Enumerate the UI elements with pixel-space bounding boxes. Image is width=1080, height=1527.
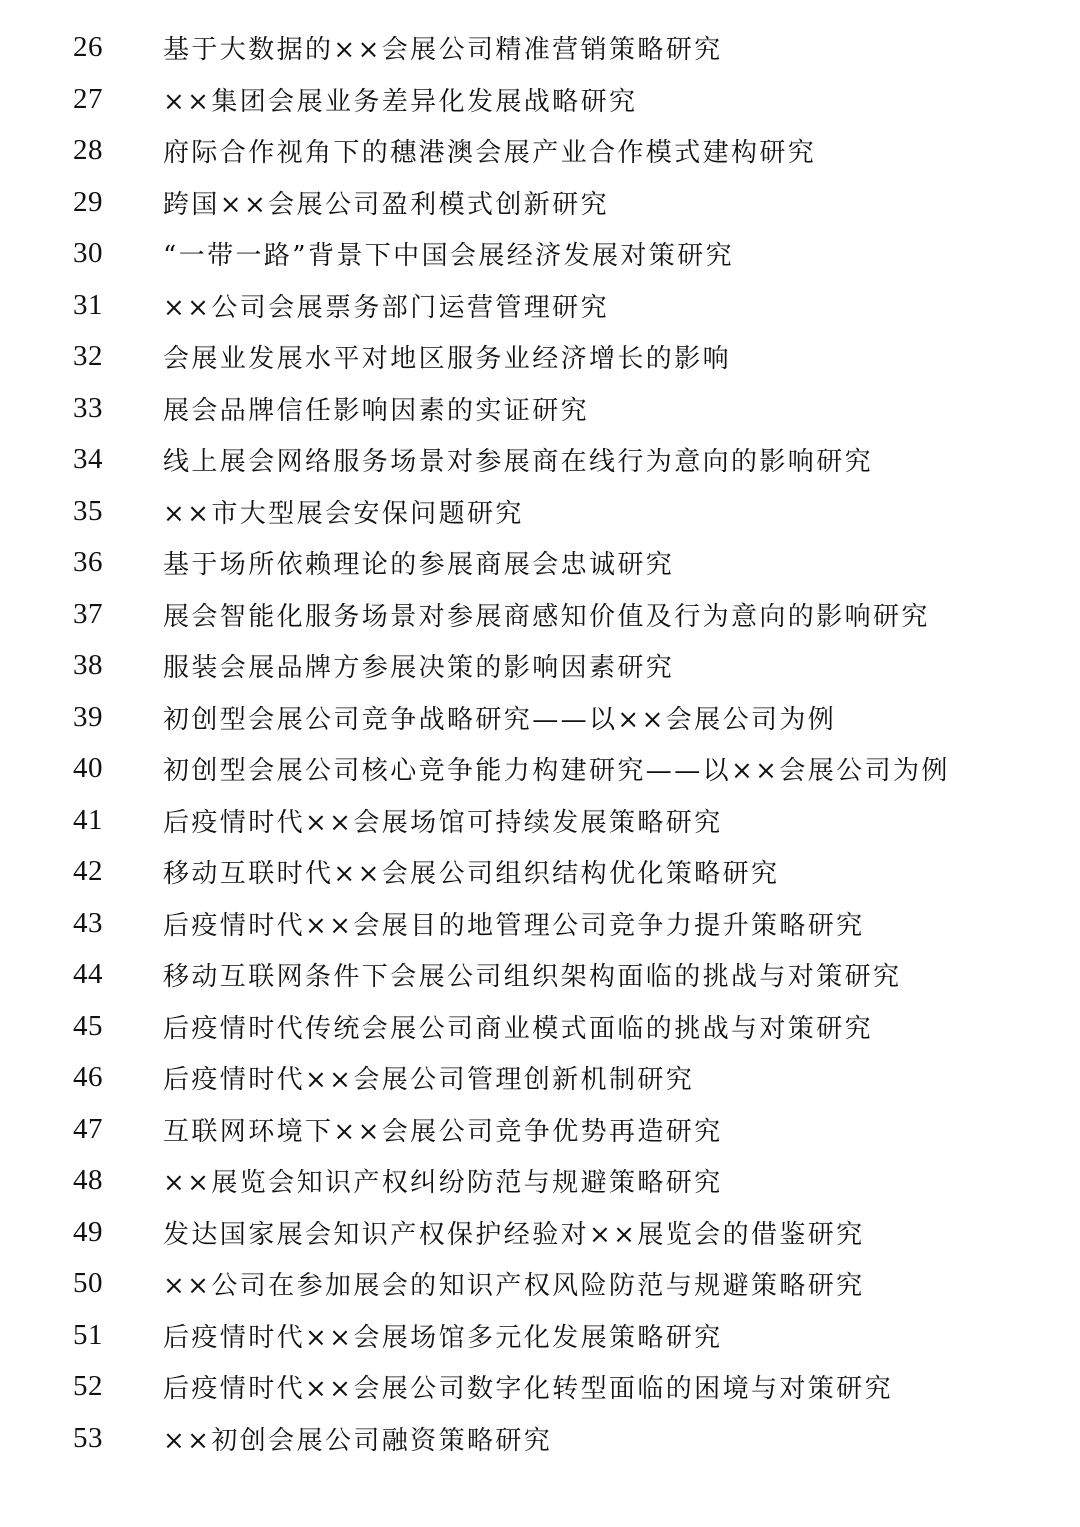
item-title: 府际合作视角下的穗港澳会展产业合作模式建构研究: [163, 138, 817, 169]
item-number: 39: [73, 700, 103, 733]
list-item: [0, 280, 1080, 332]
list-item: [0, 743, 1080, 795]
item-title: 初创型会展公司核心竞争能力构建研究——以××会展公司为例: [163, 756, 950, 787]
item-title: 移动互联时代××会展公司组织结构优化策略研究: [163, 859, 780, 890]
item-number: 29: [73, 185, 103, 218]
list-item: [0, 1413, 1080, 1465]
list-item: [0, 434, 1080, 486]
item-number: 43: [73, 906, 103, 939]
list-item: [0, 1001, 1080, 1053]
item-number: 50: [73, 1267, 103, 1300]
item-number: 33: [73, 391, 103, 424]
item-title: 线上展会网络服务场景对参展商在线行为意向的影响研究: [163, 447, 874, 478]
item-title: 基于场所依赖理论的参展商展会忠诚研究: [163, 550, 675, 581]
item-number: 51: [73, 1318, 103, 1351]
item-number: 53: [73, 1421, 103, 1454]
list-item: [0, 1361, 1080, 1413]
item-number: 48: [73, 1164, 103, 1197]
item-number: 34: [73, 443, 103, 476]
list-item: [0, 692, 1080, 744]
item-title: 移动互联网条件下会展公司组织架构面临的挑战与对策研究: [163, 962, 902, 993]
list-item: [0, 1258, 1080, 1310]
item-number: 49: [73, 1215, 103, 1248]
item-title: 后疫情时代××会展场馆可持续发展策略研究: [163, 807, 723, 838]
item-title: 后疫情时代××会展目的地管理公司竞争力提升策略研究: [163, 910, 865, 941]
item-title: 后疫情时代××会展公司数字化转型面临的困境与对策研究: [163, 1374, 893, 1405]
list-item: [0, 228, 1080, 280]
list-item: [0, 1155, 1080, 1207]
item-title: 发达国家展会知识产权保护经验对××展览会的借鉴研究: [163, 1219, 865, 1250]
item-title: “一带一路”背景下中国会展经济发展对策研究: [163, 241, 734, 272]
item-number: 45: [73, 1009, 103, 1042]
item-title: ××初创会展公司融资策略研究: [163, 1425, 553, 1456]
item-title: ××市大型展会安保问题研究: [163, 498, 524, 529]
item-title: 服装会展品牌方参展决策的影响因素研究: [163, 653, 675, 684]
list-item: [0, 383, 1080, 435]
list-item: [0, 177, 1080, 229]
item-title: 后疫情时代××会展场馆多元化发展策略研究: [163, 1322, 723, 1353]
item-number: 30: [73, 237, 103, 270]
item-number: 27: [73, 82, 103, 115]
item-number: 35: [73, 494, 103, 527]
item-number: 37: [73, 597, 103, 630]
item-title: 展会智能化服务场景对参展商感知价值及行为意向的影响研究: [163, 601, 930, 632]
list-item: [0, 537, 1080, 589]
list-item: [0, 486, 1080, 538]
item-number: 32: [73, 340, 103, 373]
list-item: [0, 74, 1080, 126]
item-title: 后疫情时代传统会展公司商业模式面临的挑战与对策研究: [163, 1013, 874, 1044]
item-number: 36: [73, 546, 103, 579]
item-number: 46: [73, 1061, 103, 1094]
list-item: [0, 640, 1080, 692]
thesis-topic-list: [0, 22, 1080, 1464]
list-item: [0, 1052, 1080, 1104]
list-item: [0, 795, 1080, 847]
item-title: 初创型会展公司竞争战略研究——以××会展公司为例: [163, 704, 837, 735]
item-number: 52: [73, 1370, 103, 1403]
item-title: 互联网环境下××会展公司竞争优势再造研究: [163, 1116, 723, 1147]
item-number: 28: [73, 134, 103, 167]
list-item: [0, 589, 1080, 641]
list-item: [0, 898, 1080, 950]
list-item: [0, 1104, 1080, 1156]
list-item: [0, 331, 1080, 383]
item-title: ××公司在参加展会的知识产权风险防范与规避策略研究: [163, 1271, 865, 1302]
item-title: ××公司会展票务部门运营管理研究: [163, 292, 609, 323]
list-item: [0, 125, 1080, 177]
item-number: 41: [73, 803, 103, 836]
item-title: 后疫情时代××会展公司管理创新机制研究: [163, 1065, 695, 1096]
item-title: 展会品牌信任影响因素的实证研究: [163, 395, 590, 426]
item-number: 26: [73, 31, 103, 64]
item-title: ××集团会展业务差异化发展战略研究: [163, 86, 638, 117]
item-number: 38: [73, 649, 103, 682]
item-title: ××展览会知识产权纠纷防范与规避策略研究: [163, 1168, 723, 1199]
item-number: 44: [73, 958, 103, 991]
item-number: 47: [73, 1112, 103, 1145]
list-item: [0, 949, 1080, 1001]
list-item: [0, 1207, 1080, 1259]
item-number: 31: [73, 288, 103, 321]
item-number: 42: [73, 855, 103, 888]
list-item: [0, 1310, 1080, 1362]
item-title: 基于大数据的××会展公司精准营销策略研究: [163, 35, 723, 66]
item-title: 跨国××会展公司盈利模式创新研究: [163, 189, 609, 220]
item-title: 会展业发展水平对地区服务业经济增长的影响: [163, 344, 732, 375]
item-number: 40: [73, 752, 103, 785]
list-item: [0, 846, 1080, 898]
list-item: [0, 22, 1080, 74]
